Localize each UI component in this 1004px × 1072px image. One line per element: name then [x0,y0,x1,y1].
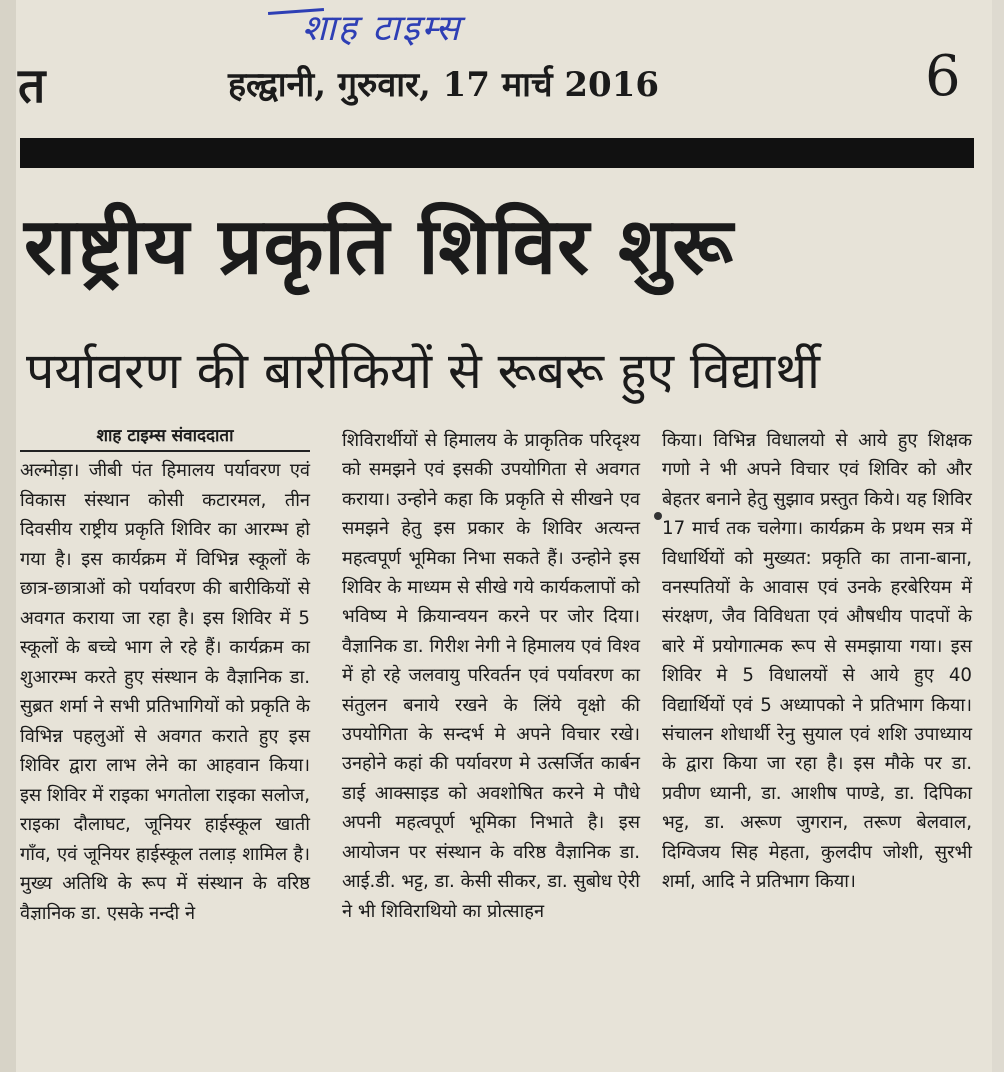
paper-right-edge [992,0,1004,1072]
byline: शाह टाइम्स संवाददाता [20,424,310,452]
handwritten-paper-name: शाह टाइम्स [302,8,462,49]
article-column-1 [20,424,310,928]
column-3-text: किया। विभिन्न विधालयो से आये हुए शिक्षक गणो ने भी अपने विचार एवं शिविर को और बेहतर बनाने हेतु सुझाव प्रस्तुत किये। यह शिविर 17 मार्च तक चलेगा। कार्यक्रम के प्रथम सत्र में विधार्थियों को मुख्यत: प्रकृति का ताना-बाना, वनस्पतियों के आवास एवं उनके हरबेरियम में संरक्षण, जैव विविधता एवं औषधीय पादपों के बारे में प्रयोगात्मक रूप से समझाया गया। इस शिविर मे 5 विधालयों से आये हुए 40 विद्यार्थियों एवं 5 अध्यापको ने प्रतिभाग किया। संचालन शोधार्थी रेनु सुयाल एवं शशि उपाध्याय के द्वारा किया जा रहा है। इस मौके पर डा. प्रवीण ध्यानी, डा. आशीष पाण्डे, डा. दिपिका भट्ट, डा. अरूण जुगरान, तरूण बेलवाल, दिग्विजय सिह मेहता, कुलदीप जोशी, सुरभी शर्मा, आदि ने प्रतिभाग किया। [662,430,972,893]
column-1-text: अल्मोड़ा। जीबी पंत हिमालय पर्यावरण एवं विकास संस्थान कोसी कटारमल, तीन दिवसीय राष्ट्रीय प्रकृति शिविर का आरम्भ हो गया है। इस कार्यक्रम में विभिन्न स्कूलों के छात्र-छात्राओं को पर्यावरण की बारीकियों से अवगत कराया जा रहा है। इस शिविर में 5 स्कूलों के बच्चे भाग ले रहे हैं। कार्यक्रम का शुआरम्भ करते हुए संस्थान के वैज्ञानिक डा. सुब्रत शर्मा ने सभी प्रतिभागियों को प्रकृति के विभिन्न पहलुओं से अवगत कराते हुए इस शिविर द्वारा लाभ लेने का आहवान किया। इस शिविर में राइका भगतोला राइका सलोज, राइका दौलाघट, जूनियर हाईस्कूल खाती गाँव, एवं जूनियर हाईस्कूल तलाड़ शामिल है। मुख्य अतिथि के रूप में संस्थान के वरिष्ठ वैज्ञानिक डा. एसके नन्दी ने [20,460,310,924]
column-2-text: शिविरार्थीयों से हिमालय के प्राकृतिक परिदृश्य को समझने एवं इसकी उपयोगिता से अवगत कराया। उन्होने कहा कि प्रकृति से सीखने एव समझने हेतु इस प्रकार के शिविर अत्यन्त महत्वपूर्ण भूमिका निभा सकते हैं। उन्होने इस शिविर के माध्यम से सीखे गये कार्यकलापों को भविष्य मे क्रियान्वयन करने पर जोर दिया। वैज्ञानिक डा. गिरीश नेगी ने हिमालय एवं विश्व में हो रहे जलवायु परिवर्तन एवं पर्यावरण का संतुलन बनाये रखने के लिंये वृक्षो की उपयोगिता के सन्दर्भ मे अपने विचार रखे। उनहोने कहां की पर्यावरण मे उत्सर्जित कार्बन डाई आक्साइड को अवशोषित करने मे पौधे अपनी महत्वपूर्ण भूमिका निभाते है। इस आयोजन पर संस्थान के वरिष्ठ वैज्ञानिक डा. आई.डी. भट्ट, डा. केसी सीकर, डा. सुबोध ऐरी ने भी शिविराथियो का प्रोत्साहन [342,430,640,922]
ink-dot [654,512,662,520]
cut-off-masthead-fragment: त [18,58,46,114]
subheadline: पर्यावरण की बारीकियों से रूबरू हुए विद्यार्थी [26,342,821,400]
dateline: हल्द्वानी, गुरुवार, 17 मार्च 2016 [228,65,660,105]
paper-left-edge [0,0,16,1072]
article-column-3 [662,426,972,897]
headline: राष्ट्रीय प्रकृति शिविर शुरू [24,202,734,292]
page-number: 6 [925,44,961,109]
header-rule [20,138,974,168]
article-column-2 [342,426,640,926]
